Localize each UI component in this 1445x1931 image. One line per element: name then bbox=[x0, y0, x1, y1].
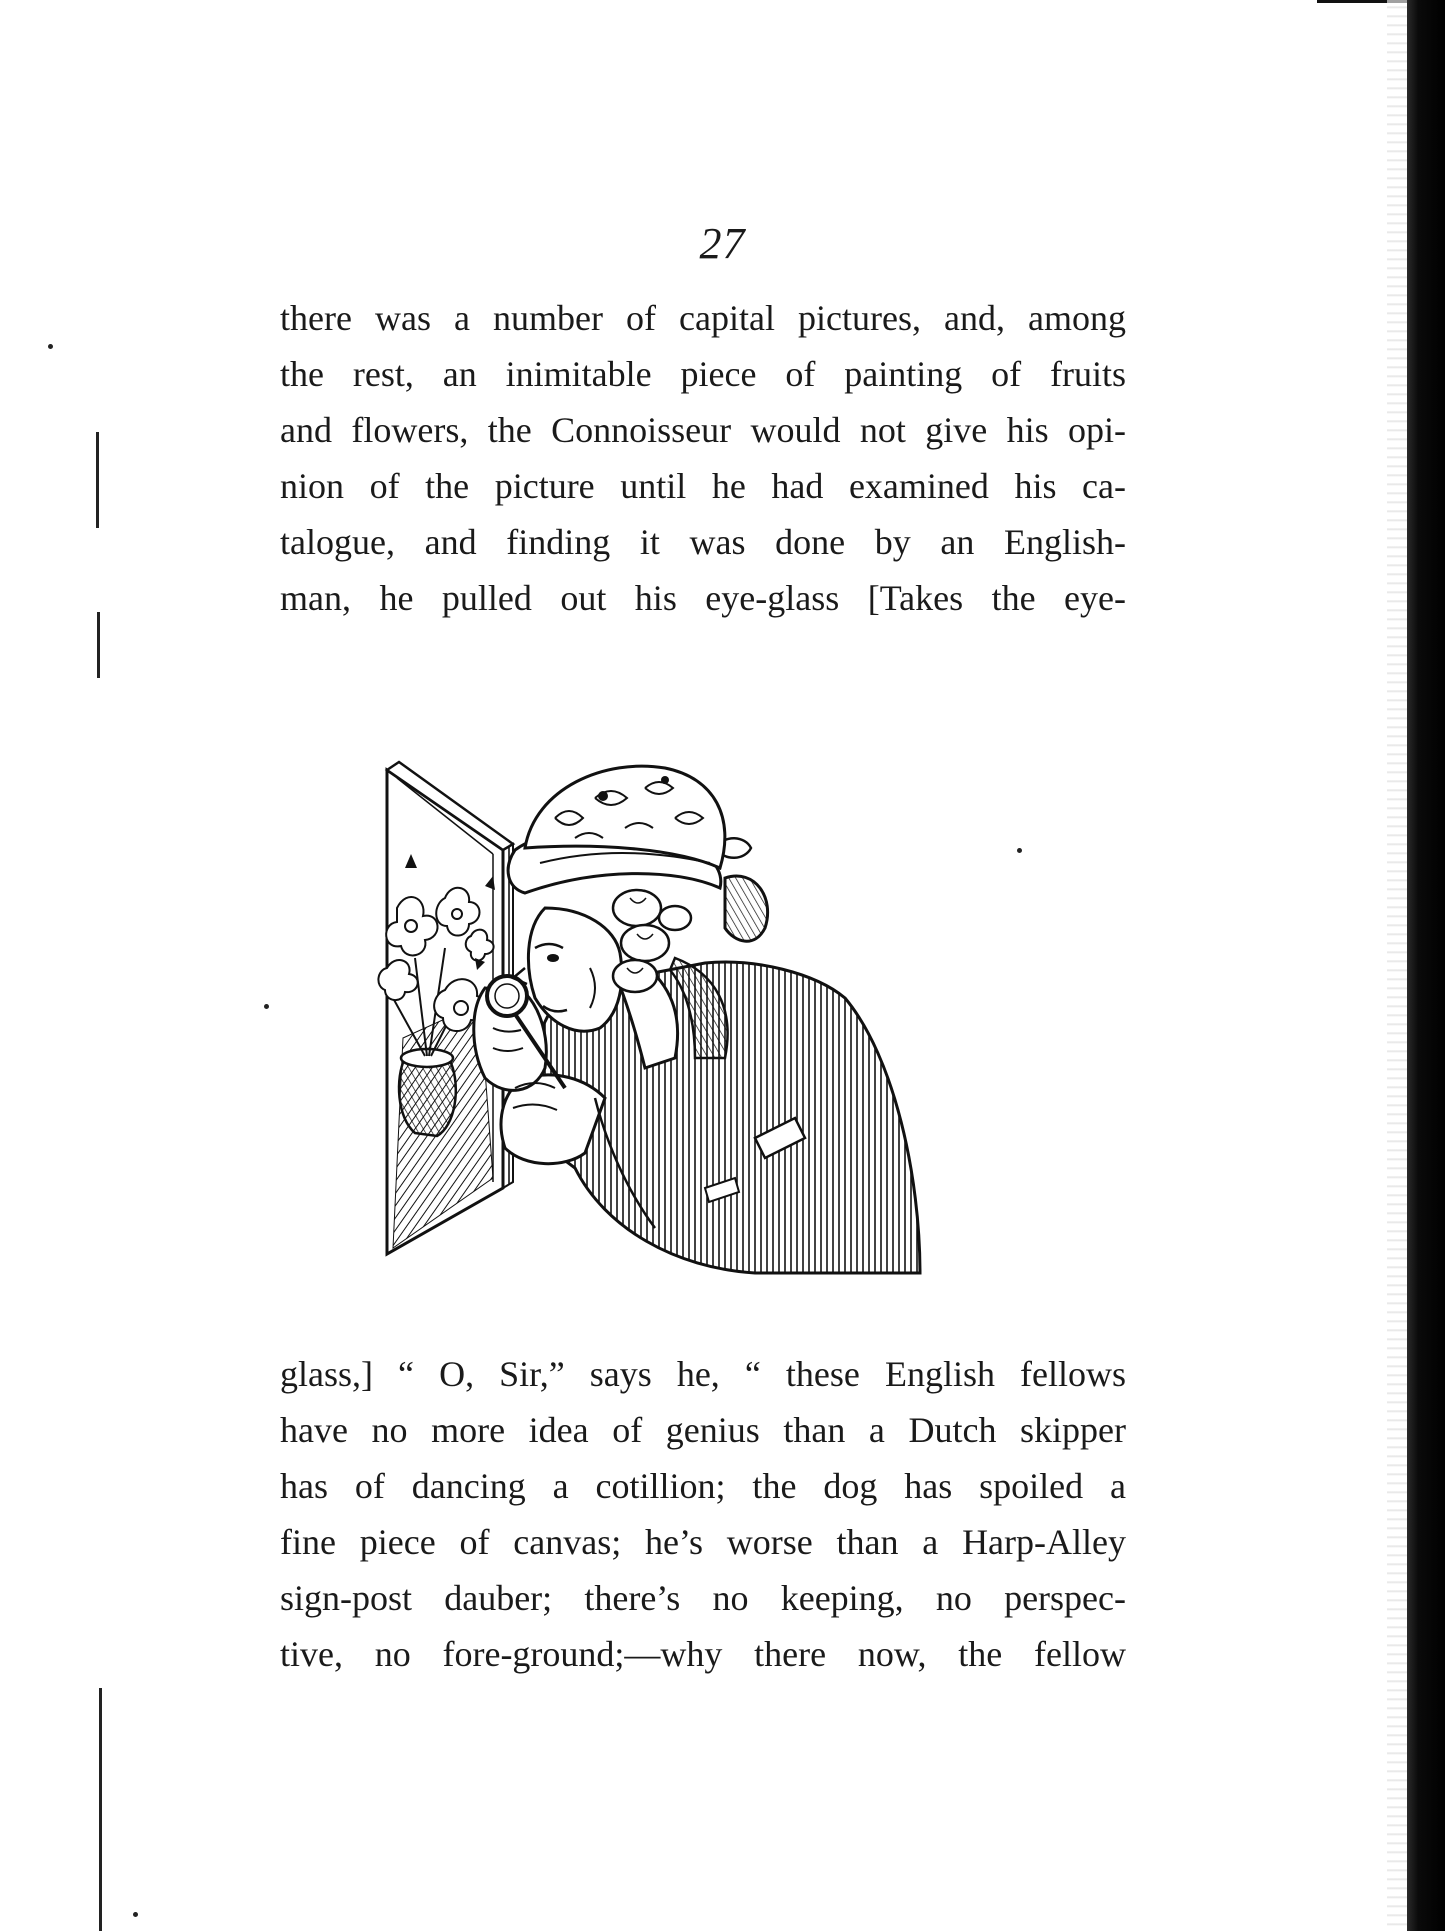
body-text-top bbox=[280, 290, 1126, 626]
ink-speck bbox=[48, 344, 53, 349]
connoisseur-with-eyeglass-icon bbox=[375, 758, 925, 1278]
margin-mark bbox=[96, 432, 99, 528]
page-edge-shadow bbox=[1387, 0, 1407, 1931]
text-line: and flowers, the Connoisseur would not give his opi- bbox=[280, 410, 1126, 450]
ink-speck bbox=[1017, 848, 1022, 853]
text-line: talogue, and finding it was done by an English- bbox=[280, 522, 1126, 562]
margin-mark bbox=[99, 1688, 102, 1931]
text-line: nion of the picture until he had examined his ca- bbox=[280, 466, 1126, 506]
text-line: fine piece of canvas; he’s worse than a Harp-Alley bbox=[280, 1522, 1126, 1562]
ink-speck bbox=[133, 1912, 138, 1917]
ink-speck bbox=[264, 1004, 269, 1009]
book-binding bbox=[1407, 0, 1445, 1931]
text-line: sign-post dauber; there’s no keeping, no perspec- bbox=[280, 1578, 1126, 1618]
text-line: tive, no fore-ground;—why there now, the fellow bbox=[280, 1634, 1126, 1674]
text-line: man, he pulled out his eye-glass [Takes the eye- bbox=[280, 578, 1126, 618]
body-text-bottom bbox=[280, 1346, 1126, 1682]
margin-mark bbox=[97, 612, 100, 678]
text-line: have no more idea of genius than a Dutch skipper bbox=[280, 1410, 1126, 1450]
engraving-illustration bbox=[375, 758, 925, 1278]
page-number: 27 bbox=[699, 219, 746, 268]
text-line: glass,] “ O, Sir,” says he, “ these English fellows bbox=[280, 1354, 1126, 1394]
text-line: there was a number of capital pictures, and, among bbox=[280, 298, 1126, 338]
text-line: the rest, an inimitable piece of painting of fruits bbox=[280, 354, 1126, 394]
text-line: has of dancing a cotillion; the dog has spoiled a bbox=[280, 1466, 1126, 1506]
